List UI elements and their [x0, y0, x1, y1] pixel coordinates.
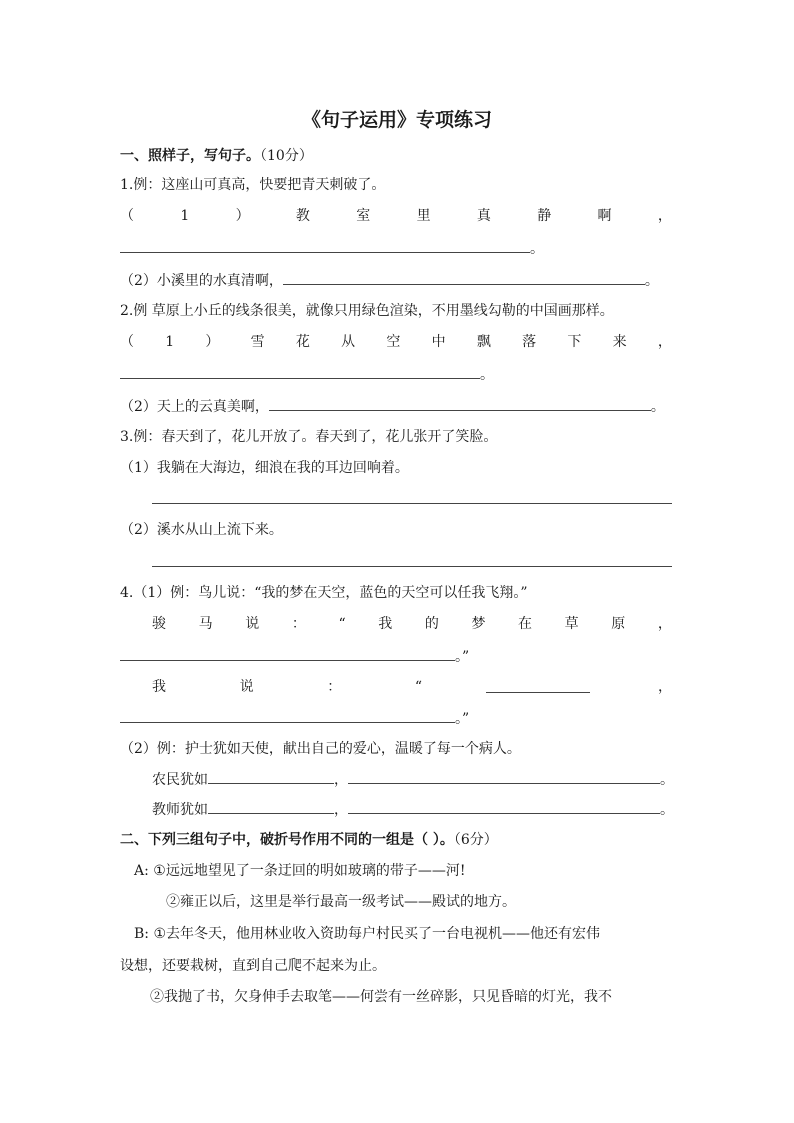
prompt-char: ， — [657, 208, 672, 224]
prompt-char: （ — [120, 208, 134, 224]
q1-part2 — [120, 270, 672, 292]
prompt-char: 中 — [431, 334, 446, 350]
q4-me-answer-line — [120, 708, 672, 730]
q3-example: 3.例：春天到了，花儿开放了。春天到了，花儿张开了笑脸。 — [120, 429, 498, 445]
prompt-char: 啊 — [597, 208, 612, 224]
q2-part1-prompt — [120, 331, 672, 353]
q4-horse-answer-line — [120, 646, 672, 668]
prompt-char: ： — [327, 679, 342, 695]
answer-blank[interactable] — [269, 396, 651, 411]
answer-blank[interactable] — [120, 238, 530, 253]
page-title: 《句子运用》专项练习 — [301, 109, 492, 131]
farmer-label: 农民犹如 — [152, 772, 208, 788]
option-a-label: A: — [134, 863, 149, 879]
prompt-char: 草 — [564, 616, 579, 632]
option-b-line1 — [134, 923, 686, 945]
prompt-char: 静 — [537, 208, 552, 224]
answer-blank[interactable] — [120, 708, 455, 723]
option-b-label: B: — [134, 926, 150, 942]
q1-part2-prompt: （2）小溪里的水真清啊， — [120, 273, 283, 289]
prompt-char: 雪 — [250, 334, 265, 350]
q4-horse-prompt — [152, 613, 672, 635]
answer-blank[interactable] — [208, 769, 334, 784]
end-mark: 。 — [480, 367, 494, 383]
prompt-char: 里 — [416, 208, 431, 224]
prompt-char: 说 — [245, 616, 260, 632]
section1-heading — [120, 145, 672, 167]
section2-heading-text: 二、下列三组句子中，破折号作用不同的一组是（ ）。 — [120, 832, 454, 848]
prompt-char: 室 — [356, 208, 371, 224]
answer-blank[interactable] — [120, 646, 455, 661]
q2-part2 — [120, 396, 672, 418]
option-a-sentence1: ①远远地望见了一条迂回的明如玻璃的带子——河! — [153, 863, 466, 879]
answer-blank[interactable] — [283, 270, 645, 285]
option-b-sentence1: ①去年冬天，他用林业收入资助每户村民买了一台电视机——他还有宏伟 — [153, 926, 601, 942]
section1-score: （10分） — [260, 148, 313, 164]
prompt-char: 在 — [518, 616, 533, 632]
option-a-sentence2: ②雍正以后，这里是举行最高一级考试——殿试的地方。 — [166, 894, 516, 910]
prompt-char: 飘 — [476, 334, 491, 350]
end-mark: 。 — [650, 399, 665, 415]
answer-blank[interactable] — [208, 799, 334, 814]
sep: ， — [334, 772, 348, 788]
prompt-char: “ — [414, 679, 422, 695]
prompt-char: ， — [657, 616, 672, 632]
answer-blank[interactable] — [486, 678, 590, 693]
section2-heading — [120, 829, 672, 851]
end-mark: 。 — [644, 273, 659, 289]
q3-part1-prompt: （1）我躺在大海边，细浪在我的耳边回响着。 — [120, 460, 409, 476]
end-mark: 。 — [530, 241, 544, 257]
option-a-line1 — [134, 860, 686, 882]
q2-part2-prompt: （2）天上的云真美啊， — [120, 399, 269, 415]
prompt-char: ， — [657, 334, 672, 350]
prompt-char: 原 — [611, 616, 626, 632]
q1-part1-answer-line — [120, 238, 672, 260]
prompt-char: 我 — [152, 679, 166, 695]
end-mark: 。 — [660, 772, 674, 788]
prompt-char: 从 — [341, 334, 356, 350]
prompt-char: 骏 — [152, 616, 166, 632]
q4-farmer — [152, 769, 672, 791]
q3-part2-answer-line[interactable] — [152, 566, 672, 567]
prompt-char: 来 — [612, 334, 627, 350]
prompt-char: 下 — [567, 334, 582, 350]
option-b-sentence1-cont: 设想，还要栽树，直到自己爬不起来为止。 — [120, 958, 386, 974]
prompt-char: 落 — [522, 334, 537, 350]
prompt-char: 说 — [239, 679, 254, 695]
prompt-char: ） — [235, 208, 250, 224]
prompt-char: 1 — [180, 208, 190, 224]
prompt-char: 花 — [295, 334, 310, 350]
q1-part1-prompt — [120, 205, 672, 227]
q1-example: 1.例：这座山可真高，快要把青天刺破了。 — [120, 177, 386, 193]
q4-example: 4.（1）例：鸟儿说：“我的梦在天空，蓝色的天空可以任我飞翔。” — [120, 585, 528, 601]
section1-heading-text: 一、照样子，写句子。 — [120, 148, 260, 164]
prompt-char: 真 — [476, 208, 491, 224]
q4-me-chars — [152, 676, 422, 698]
answer-blank[interactable] — [120, 364, 480, 379]
q4-me-prompt — [152, 676, 672, 698]
q3-part1-answer-line[interactable] — [152, 503, 672, 504]
answer-blank[interactable] — [348, 799, 660, 814]
prompt-char: “ — [338, 616, 346, 632]
section2-score: （6分） — [453, 832, 498, 848]
comma: ， — [658, 679, 672, 695]
option-b-sentence2: ②我抛了书，欠身伸手去取笔——何尝有一丝碎影，只见昏暗的灯光，我不 — [150, 989, 612, 1005]
prompt-char: （ — [120, 334, 134, 350]
answer-blank[interactable] — [348, 769, 660, 784]
q2-example: 2.例 草原上小丘的线条很美，就像只用绿色渲染，不用墨线勾勒的中国画那样。 — [120, 303, 614, 319]
prompt-char: 梦 — [471, 616, 486, 632]
prompt-char: 空 — [386, 334, 401, 350]
prompt-char: ） — [205, 334, 220, 350]
prompt-char: ： — [291, 616, 306, 632]
prompt-char: 马 — [198, 616, 213, 632]
end-mark: 。 — [660, 802, 674, 818]
close-quote: 。” — [455, 649, 470, 665]
q2-part1-answer-line — [120, 364, 672, 386]
teacher-label: 教师犹如 — [152, 802, 208, 818]
prompt-char: 1 — [165, 334, 175, 350]
q4-teacher — [152, 799, 672, 821]
prompt-char: 我 — [378, 616, 393, 632]
q4-part2-example: （2）例：护士犹如天使，献出自己的爱心，温暖了每一个病人。 — [120, 741, 521, 757]
prompt-char: 教 — [295, 208, 310, 224]
sep: ， — [334, 802, 348, 818]
close-quote: 。” — [455, 711, 470, 727]
q3-part2-prompt: （2）溪水从山上流下来。 — [120, 522, 283, 538]
prompt-char: 的 — [424, 616, 439, 632]
